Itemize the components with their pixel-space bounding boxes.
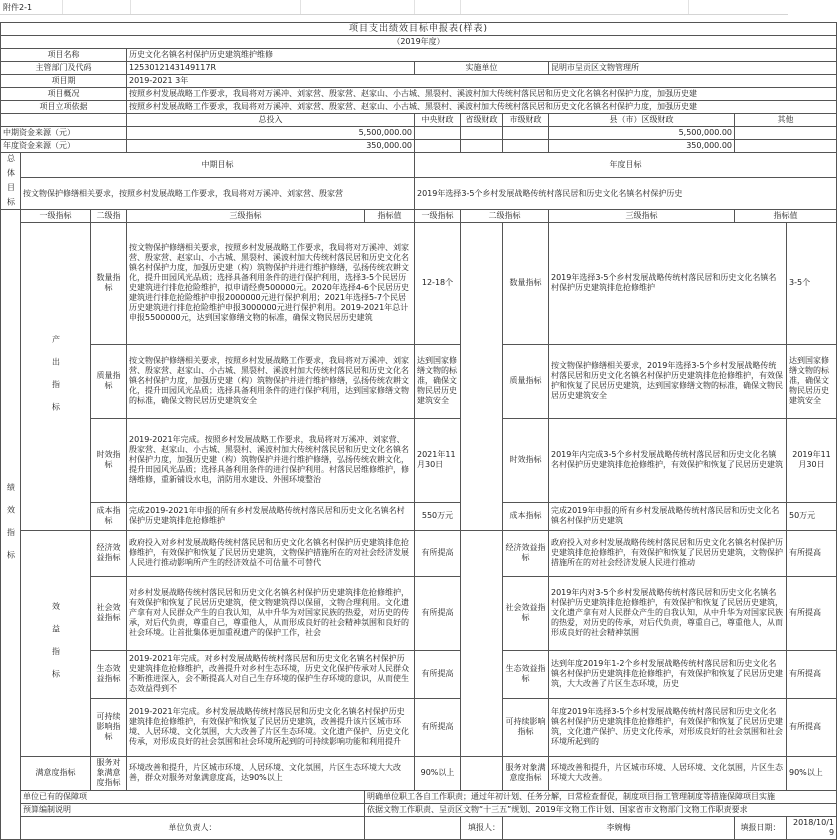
form-year: （2019年度）: [1, 36, 837, 49]
indicator-mid-text[interactable]: 政府投入对乡村发展战略传统村落民居和历史文化名镇名村保护历史建筑排危抢修维护，有效保护和恢复了民居历史建筑，文物保护措施所在的对社会经济发展人民进行推动影响所产生的经济效益不可估量不可替代: [127, 530, 415, 576]
indicator-mid-value[interactable]: 有所提高: [415, 698, 461, 756]
indicator-year-value[interactable]: 达到国家修缮文物的标准，确保文物民居历史建筑安全: [787, 344, 837, 418]
indicator-year-value[interactable]: 2019年11月30日: [787, 418, 837, 502]
indicator-row: [1, 502, 837, 530]
indicator-mid-text[interactable]: 对乡村发展战略传统村落民居和历史文化名镇名村保护历史建筑排危抢修维护，有效保护和恢复了民居历史建筑，使文物建筑得以保留，文物合理利用。文化遗产拿有对人民群众产生的自我认知，从中升华为对国家民族的热爱，对历史的传承，对后代负责，尊重自己，尊重他人，从而形成良好的社会精神氛围和良好的社会环境。让首批集体更加重视遗产的保护工作，社会: [127, 576, 415, 650]
indicator-mid-value[interactable]: 有所提高: [415, 576, 461, 650]
mid-funds-province[interactable]: [461, 127, 503, 140]
mid-goal-text[interactable]: 按文物保护修缮相关要求，按照乡村发展战略工作要求，我局将对万溪冲、刘家营、殷家营: [21, 178, 415, 209]
year-goal-label: 年度目标: [415, 153, 837, 178]
overview-value[interactable]: 按照乡村发展战略工作要求，我局将对万溪冲、刘家营、殷家营、赵家山、小古城、黑裂村、溪波村加大传统村落民居和历史文化名镇名村保护力度，加强历史建: [127, 88, 837, 101]
date-value[interactable]: 2018/10/19: [787, 816, 837, 839]
indicator-year-value[interactable]: 3-5个: [787, 222, 837, 344]
form-title: 项目支出绩效目标申报表(样表): [1, 23, 837, 36]
indicator-year-value[interactable]: 有所提高: [787, 698, 837, 756]
header-lvl2b: 二级指标: [461, 209, 549, 222]
indicator-year-text[interactable]: 政府投入对乡村发展战略传统村落民居和历史文化名镇名村保护历史建筑排危抢修维护，有效保护和恢复了民居历史建筑，文物保护措施所在的对社会经济发展人民进行推动: [549, 530, 787, 576]
year-funds-province[interactable]: [461, 140, 503, 153]
mid-funds-label: 中期资金来源（元）: [1, 127, 127, 140]
indicator-mid-value[interactable]: 达到国家修缮文物的标准，确保文物民居历史建筑安全: [415, 344, 461, 418]
year-funds-total[interactable]: 350,000.00: [127, 140, 415, 153]
indicator-row: [1, 530, 837, 576]
filler-label: 填报人：: [461, 816, 503, 839]
indicator-lvl2: 质量指标: [91, 344, 127, 418]
indicator-mid-value[interactable]: 90%以上: [415, 756, 461, 790]
indicator-lvl2b: 质量指标: [503, 344, 549, 418]
funds-city-label: 市级财政: [503, 114, 549, 127]
indicator-year-text[interactable]: 年度2019年选择3-5个乡村发展战略传统村落民居和历史文化名镇名村保护历史建筑排危抢修维护，有效保护和恢复了民居历史建筑，文化遗产保护、历史文化传承，对形成良好的社会氛围和社会环境所起到的: [549, 698, 787, 756]
indicator-year-value[interactable]: 有所提高: [787, 530, 837, 576]
funds-central-label: 中央财政: [415, 114, 461, 127]
filler-value[interactable]: 李婉梅: [503, 816, 735, 839]
dept-value[interactable]: 125301214314911​7R: [127, 62, 415, 75]
impl-unit-label: 实施单位: [415, 62, 549, 75]
header-lvl3b: 三级指标: [549, 209, 735, 222]
basis-label: 项目立项依据: [1, 101, 127, 114]
header-lvl1: 一级指标: [21, 209, 91, 222]
impl-unit-value[interactable]: 昆明市呈贡区文物管理所: [549, 62, 837, 75]
indicator-mid-text[interactable]: 2019-2021年完成。按照乡村发展战略工作要求，我局将对万溪冲、刘家营、殷家营、赵家山、小古城、黑裂村、溪波村加大传统村落民居和历史文化名镇名村保护力度，加强历史建（构）筑物保护并进行维护修缮，弘扬传统农耕文化，提升田园风光品质；选择具备利用条件的进行保护利用。村落民居维修维护，修缮维修，重新铺设水电，消防用水建设、外围环境整治: [127, 418, 415, 502]
indicator-mid-value[interactable]: 550万元: [415, 502, 461, 530]
benefit-indicator-blank: [461, 530, 503, 756]
mid-goal-label: 中期目标: [21, 153, 415, 178]
indicator-year-value[interactable]: 有所提高: [787, 650, 837, 698]
performance-target-form: [0, 22, 837, 840]
indicator-row: [1, 576, 837, 650]
indicator-lvl2b: 生态效益指标: [503, 650, 549, 698]
funds-province-label: 省级财政: [461, 114, 503, 127]
grid-line: [688, 0, 689, 14]
mid-funds-total[interactable]: 5,500,000.00: [127, 127, 415, 140]
guarantee-value[interactable]: 明确单位职工各自工作职责；通过年初计划、任务分解，日常检查督促，制度项目指工管理制度等措施保障项目实施: [365, 790, 837, 803]
indicator-mid-value[interactable]: 有所提高: [415, 530, 461, 576]
indicator-lvl2b: 时效指标: [503, 418, 549, 502]
indicator-year-text[interactable]: 达到年度2019年1-2个乡村发展战略传统村落民居和历史文化名镇名村保护历史建筑排危抢修维护，有效保护和恢复了民居历史建筑，大大改善了片区生态环境，历史: [549, 650, 787, 698]
satisfaction-blank: [461, 756, 503, 790]
dept-label: 主管部门及代码: [1, 62, 127, 75]
leader-value[interactable]: [365, 816, 461, 839]
funds-other-label: 其他: [735, 114, 837, 127]
indicator-lvl2: 经济效益指标: [91, 530, 127, 576]
funds-county-label: 县（市）区级财政: [549, 114, 735, 127]
mid-funds-central[interactable]: [415, 127, 461, 140]
satisfaction-indicator-label: 满意度指标: [21, 756, 91, 790]
indicator-row: [1, 418, 837, 502]
indicator-mid-value[interactable]: 2021年11月30日: [415, 418, 461, 502]
indicator-row: [1, 650, 837, 698]
sheet-top-row: [0, 0, 788, 15]
period-label: 项目期: [1, 75, 127, 88]
indicator-mid-value[interactable]: 有所提高: [415, 650, 461, 698]
indicator-row: [1, 344, 837, 418]
budget-value[interactable]: 依据文物工作职责、呈贡区文物“十三五”规划、2019年文物工作计划、国家省市文物部门文物工作职责要求: [365, 803, 837, 816]
indicator-lvl2: 可持续影响指标: [91, 698, 127, 756]
indicator-year-text[interactable]: 环境改善和提升，片区城市环境、人居环境、文化氛围，片区生态环境大大改善。: [549, 756, 787, 790]
indicator-year-text[interactable]: 2019年内完成3-5个乡村发展战略传统村落民居和历史文化名镇名村保护历史建筑排危抢修维护，有效保护和恢复了民居历史建筑: [549, 418, 787, 502]
year-funds-label: 年度资金来源（元）: [1, 140, 127, 153]
period-value[interactable]: 2019-2021 3年: [127, 75, 837, 88]
header-lvl3: 三级指标: [127, 209, 365, 222]
mid-funds-city[interactable]: [503, 127, 549, 140]
grid-line: [414, 0, 415, 14]
indicator-lvl2b: 数量指标: [503, 222, 549, 344]
mid-funds-county[interactable]: 5,500,000.00: [549, 127, 735, 140]
year-goal-text[interactable]: 2019年选择3-5个乡村发展战略传统村落民居和历史文化名镇名村保护历史: [415, 178, 837, 209]
indicator-year-text[interactable]: 2019年选择3-5个乡村发展战略传统村落民居和历史文化名镇名村保护历史建筑排危抢修维护: [549, 222, 787, 344]
indicator-year-text[interactable]: 完成2019年申报的所有乡村发展战略传统村落民居和历史文化名镇名村保护历史建筑: [549, 502, 787, 530]
indicator-lvl2b: 社会效益指标: [503, 576, 549, 650]
guarantee-label: 单位已有的保障项: [21, 790, 365, 803]
indicator-row: [1, 756, 837, 790]
date-label: 填报日期：: [735, 816, 787, 839]
header-lvl1b: 一级指标: [415, 209, 461, 222]
indicator-year-value[interactable]: 50万元: [787, 502, 837, 530]
header-value: 指标值: [365, 209, 415, 222]
indicator-mid-text[interactable]: 按文物保护修缮相关要求，按照乡村发展战略工作要求，我局将对万溪冲、刘家营、殷家营、赵家山、小古城、黑裂村、溪波村加大传统村落民居和历史文化名镇名村保护力度，加强历史建（构）筑物保护并进行维护修缮，弘扬传统农耕文化，提升田园风光品质；选择具备利用条件的进行保护利用，达到国家修缮文物的标准，确保文物民居历史建筑安全: [127, 344, 415, 418]
indicator-mid-text[interactable]: 完成2019-2021年申报的所有乡村发展战略传统村落民居和历史文化名镇名村保护历史建筑排危抢修维护: [127, 502, 415, 530]
budget-label: 预算编制说明: [21, 803, 365, 816]
grid-line: [62, 0, 63, 14]
benefit-indicator-label: 效 益 指 标: [21, 530, 91, 756]
year-funds-county[interactable]: 350,000.00: [549, 140, 735, 153]
indicator-row: [1, 222, 837, 344]
indicator-lvl2: 生态效益指标: [91, 650, 127, 698]
grid-line: [130, 0, 131, 14]
basis-value[interactable]: 按照乡村发展战略工作要求，我局将对万溪冲、刘家营、殷家营、赵家山、小古城、黑裂村、溪波村加大传统村落民居和历史文化名镇名村保护力度，加强历史建: [127, 101, 837, 114]
indicator-mid-value[interactable]: 12-18个: [415, 222, 461, 344]
perf-indicators-label: 绩 效 指 标: [1, 209, 21, 839]
indicator-row: [1, 698, 837, 756]
leader-label: 单位负责人：: [21, 816, 365, 839]
indicator-lvl2: 社会效益指标: [91, 576, 127, 650]
indicator-lvl2: 成本指标: [91, 502, 127, 530]
year-funds-city[interactable]: [503, 140, 549, 153]
indicator-mid-text[interactable]: 2019-2021年完成。乡村发展战略传统村落民居和历史文化名镇名村保护历史建筑排危抢修维护，有效保护和恢复了民居历史建筑，改善提升该片区城市环境、人居环境、文化氛围，大大改善了片区生态环境。文化遗产保护、历史文化传承，对形成良好的社会氛围和社会环境所起到的可持续影响功能和利用提升: [127, 698, 415, 756]
indicator-lvl2b: 服务对象满意度指标: [503, 756, 549, 790]
attachment-tag: 附件2-1: [3, 3, 33, 12]
funds-blank: [1, 114, 127, 127]
indicator-lvl2b: 经济效益指标: [503, 530, 549, 576]
overview-label: 项目概况: [1, 88, 127, 101]
mid-funds-other[interactable]: [735, 127, 837, 140]
indicator-year-text[interactable]: 按文物保护修缮相关要求，2019年选择3-5个乡村发展战略传统村落民居和历史文化名镇名村保护历史建筑排危抢修维护，有效保护和恢复了民居历史建筑，达到国家修缮文物的标准，确保文物民居历史建筑安全: [549, 344, 787, 418]
indicator-lvl2b: 可持续影响指标: [503, 698, 549, 756]
indicator-mid-text[interactable]: 按文物保护修缮相关要求，按照乡村发展战略工作要求，我局将对万溪冲、刘家营、殷家营、赵家山、小古城、黑裂村、溪波村加大传统村落民居和历史文化名镇名村保护力度，加强历史建（构）筑物保护并进行维护修缮，弘扬传统农耕文化，提升田园风光品质；选择具备利用条件的进行保护利用，选择3-5个民居历史建筑进行排危抢险维护，拟申请经费500000元。2020年选择4-6个民居历史建筑进行排危抢险维护申报2000000元进行保护利用；2021年选择5-7个民居历史建筑进行排危抢险维护申报3000000元进行保护利用。2019-2021年总计申报5500000元，达到国家修缮文物的标准，确保文物民居历史建筑: [127, 222, 415, 344]
project-name-value[interactable]: 历史文化名镇名村保护历史建筑维护维修: [127, 49, 837, 62]
grid-line: [300, 0, 301, 14]
indicator-lvl2: 数量指标: [91, 222, 127, 344]
year-funds-central[interactable]: [415, 140, 461, 153]
overall-goal-label: 总 体 目 标: [1, 153, 21, 210]
indicator-year-value[interactable]: 90%以上: [787, 756, 837, 790]
header-lvl2: 二级指: [91, 209, 127, 222]
indicator-year-text[interactable]: 2019年内对3-5个乡村发展战略传统村落民居和历史文化名镇名村保护历史建筑排危抢修维护，有效保护和恢复了民居历史建筑，文化遗产拿有对人民群众产生的自我认知，从中升华为对国家民族的热爱，对历史的传承，对后代负责，尊重自己，尊重他人，从而形成良好的社会精神氛围: [549, 576, 787, 650]
year-funds-other[interactable]: [735, 140, 837, 153]
header-valueb: 指标值: [735, 209, 837, 222]
indicator-mid-text[interactable]: 环境改善和提升，片区城市环境、人居环境、文化氛围，片区生态环境大大改善，群众对服务对象满意度高，达90%以上: [127, 756, 415, 790]
project-name-label: 项目名称: [1, 49, 127, 62]
indicator-lvl2: 时效指标: [91, 418, 127, 502]
indicator-lvl2: 服务对象满意度指标: [91, 756, 127, 790]
output-indicator-blank: [461, 222, 503, 530]
indicator-year-value[interactable]: 有所提高: [787, 576, 837, 650]
output-indicator-label: 产 出 指 标: [21, 222, 91, 530]
indicator-mid-text[interactable]: 2019-2021年完成。对乡村发展战略传统村落民居和历史文化名镇名村保护历史建筑排危抢修维护，改善提升对乡村生态环境，历史文化保护传承对人民群众不断推进深入，会不断提高人对自己生存环境的保护生存环境的意识，从而使生态效益得到不: [127, 650, 415, 698]
funds-total-label: 总投入: [127, 114, 415, 127]
grid-line: [460, 0, 461, 14]
indicator-lvl2b: 成本指标: [503, 502, 549, 530]
